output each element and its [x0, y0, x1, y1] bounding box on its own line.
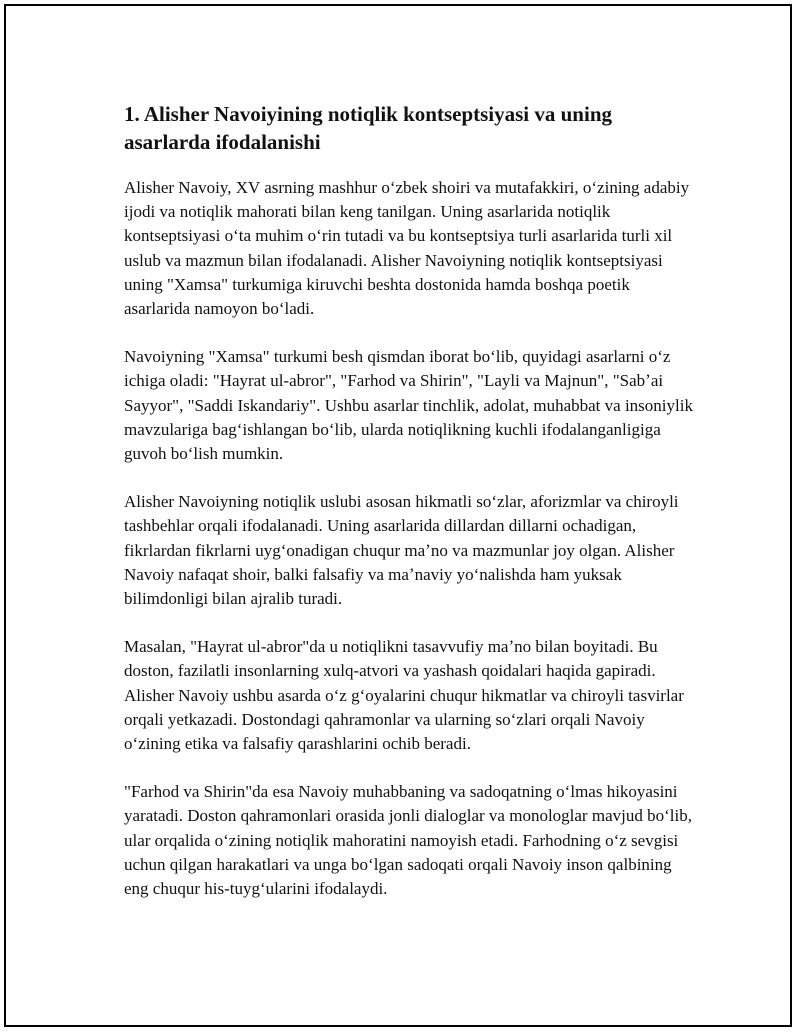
document-body	[124, 100, 694, 925]
paragraph-3: Alisher Navoiyning notiqlik uslubi asosan hikmatli soʻzlar, aforizmlar va chiroyli tashbehlar orqali ifodalanadi. Uning asarlarida dillardan dillarni ochadigan, fikrlardan fikrlarni uygʻonadigan chuqur maʼno va mazmunlar joy olgan. Alisher Navoiy nafaqat shoir, balki falsafiy va maʼnaviy yoʻnalishda ham yuksak bilimdonligi bilan ajralib turadi.	[124, 492, 679, 609]
paragraph-4: Masalan, "Hayrat ul-abror"da u notiqlikni tasavvufiy maʼno bilan boyitadi. Bu doston, fazilatli insonlarning xulq-atvori va yashash qoidalari haqida gapiradi. Alisher Navoiy ushbu asarda oʻz gʻoyalarini chuqur hikmatlar va chiroyli tasvirlar orqali yetkazadi. Dostondagi qahramonlar va ularning soʻzlari orqali Navoiy oʻzining etika va falsafiy qarashlarini ochib beradi.	[124, 637, 684, 754]
document-title: 1. Alisher Navoiyining notiqlik kontseptsiyasi va uning asarlarda ifodalanishi	[124, 102, 613, 154]
paragraph-1: Alisher Navoiy, XV asrning mashhur oʻzbek shoiri va mutafakkiri, oʻzining adabiy ijodi va notiqlik mahorati bilan keng tanilgan. Uning asarlarida notiqlik kontseptsiyasi oʻta muhim oʻrin tutadi va bu kontseptsiya turli asarlarida turli xil uslub va mazmun bilan ifodalanadi. Alisher Navoiyning notiqlik kontseptsiyasi uning "Xamsa" turkumiga kiruvchi beshta dostonida hamda boshqa poetik asarlarida namoyon boʻladi.	[124, 178, 690, 319]
paragraph-2: Navoiyning "Xamsa" turkumi besh qismdan iborat boʻlib, quyidagi asarlarni oʻz ichiga oladi: "Hayrat ul-abror", "Farhod va Shirin", "Layli va Majnun", "Sabʼai Sayyor", "Saddi Iskandariy". Ushbu asarlar tinchlik, adolat, muhabbat va insoniylik mavzulariga bagʻishlangan boʻlib, ularda notiqlikning kuchli ifodalanganligiga guvoh boʻlish mumkin.	[124, 347, 693, 464]
paragraph-5: "Farhod va Shirin"da esa Navoiy muhabbaning va sadoqatning oʻlmas hikoyasini yaratadi. Doston qahramonlari orasida jonli dialoglar va monologlar mavjud boʻlib, ular orqalida oʻzining notiqlik mahoratini namoyish etadi. Farhodning oʻz sevgisi uchun qilgan harakatlari va unga boʻlgan sadoqati orqali Navoiy inson qalbining eng chuqur his-tuygʻularini ifodalaydi.	[124, 782, 692, 899]
page-frame	[4, 4, 792, 1027]
